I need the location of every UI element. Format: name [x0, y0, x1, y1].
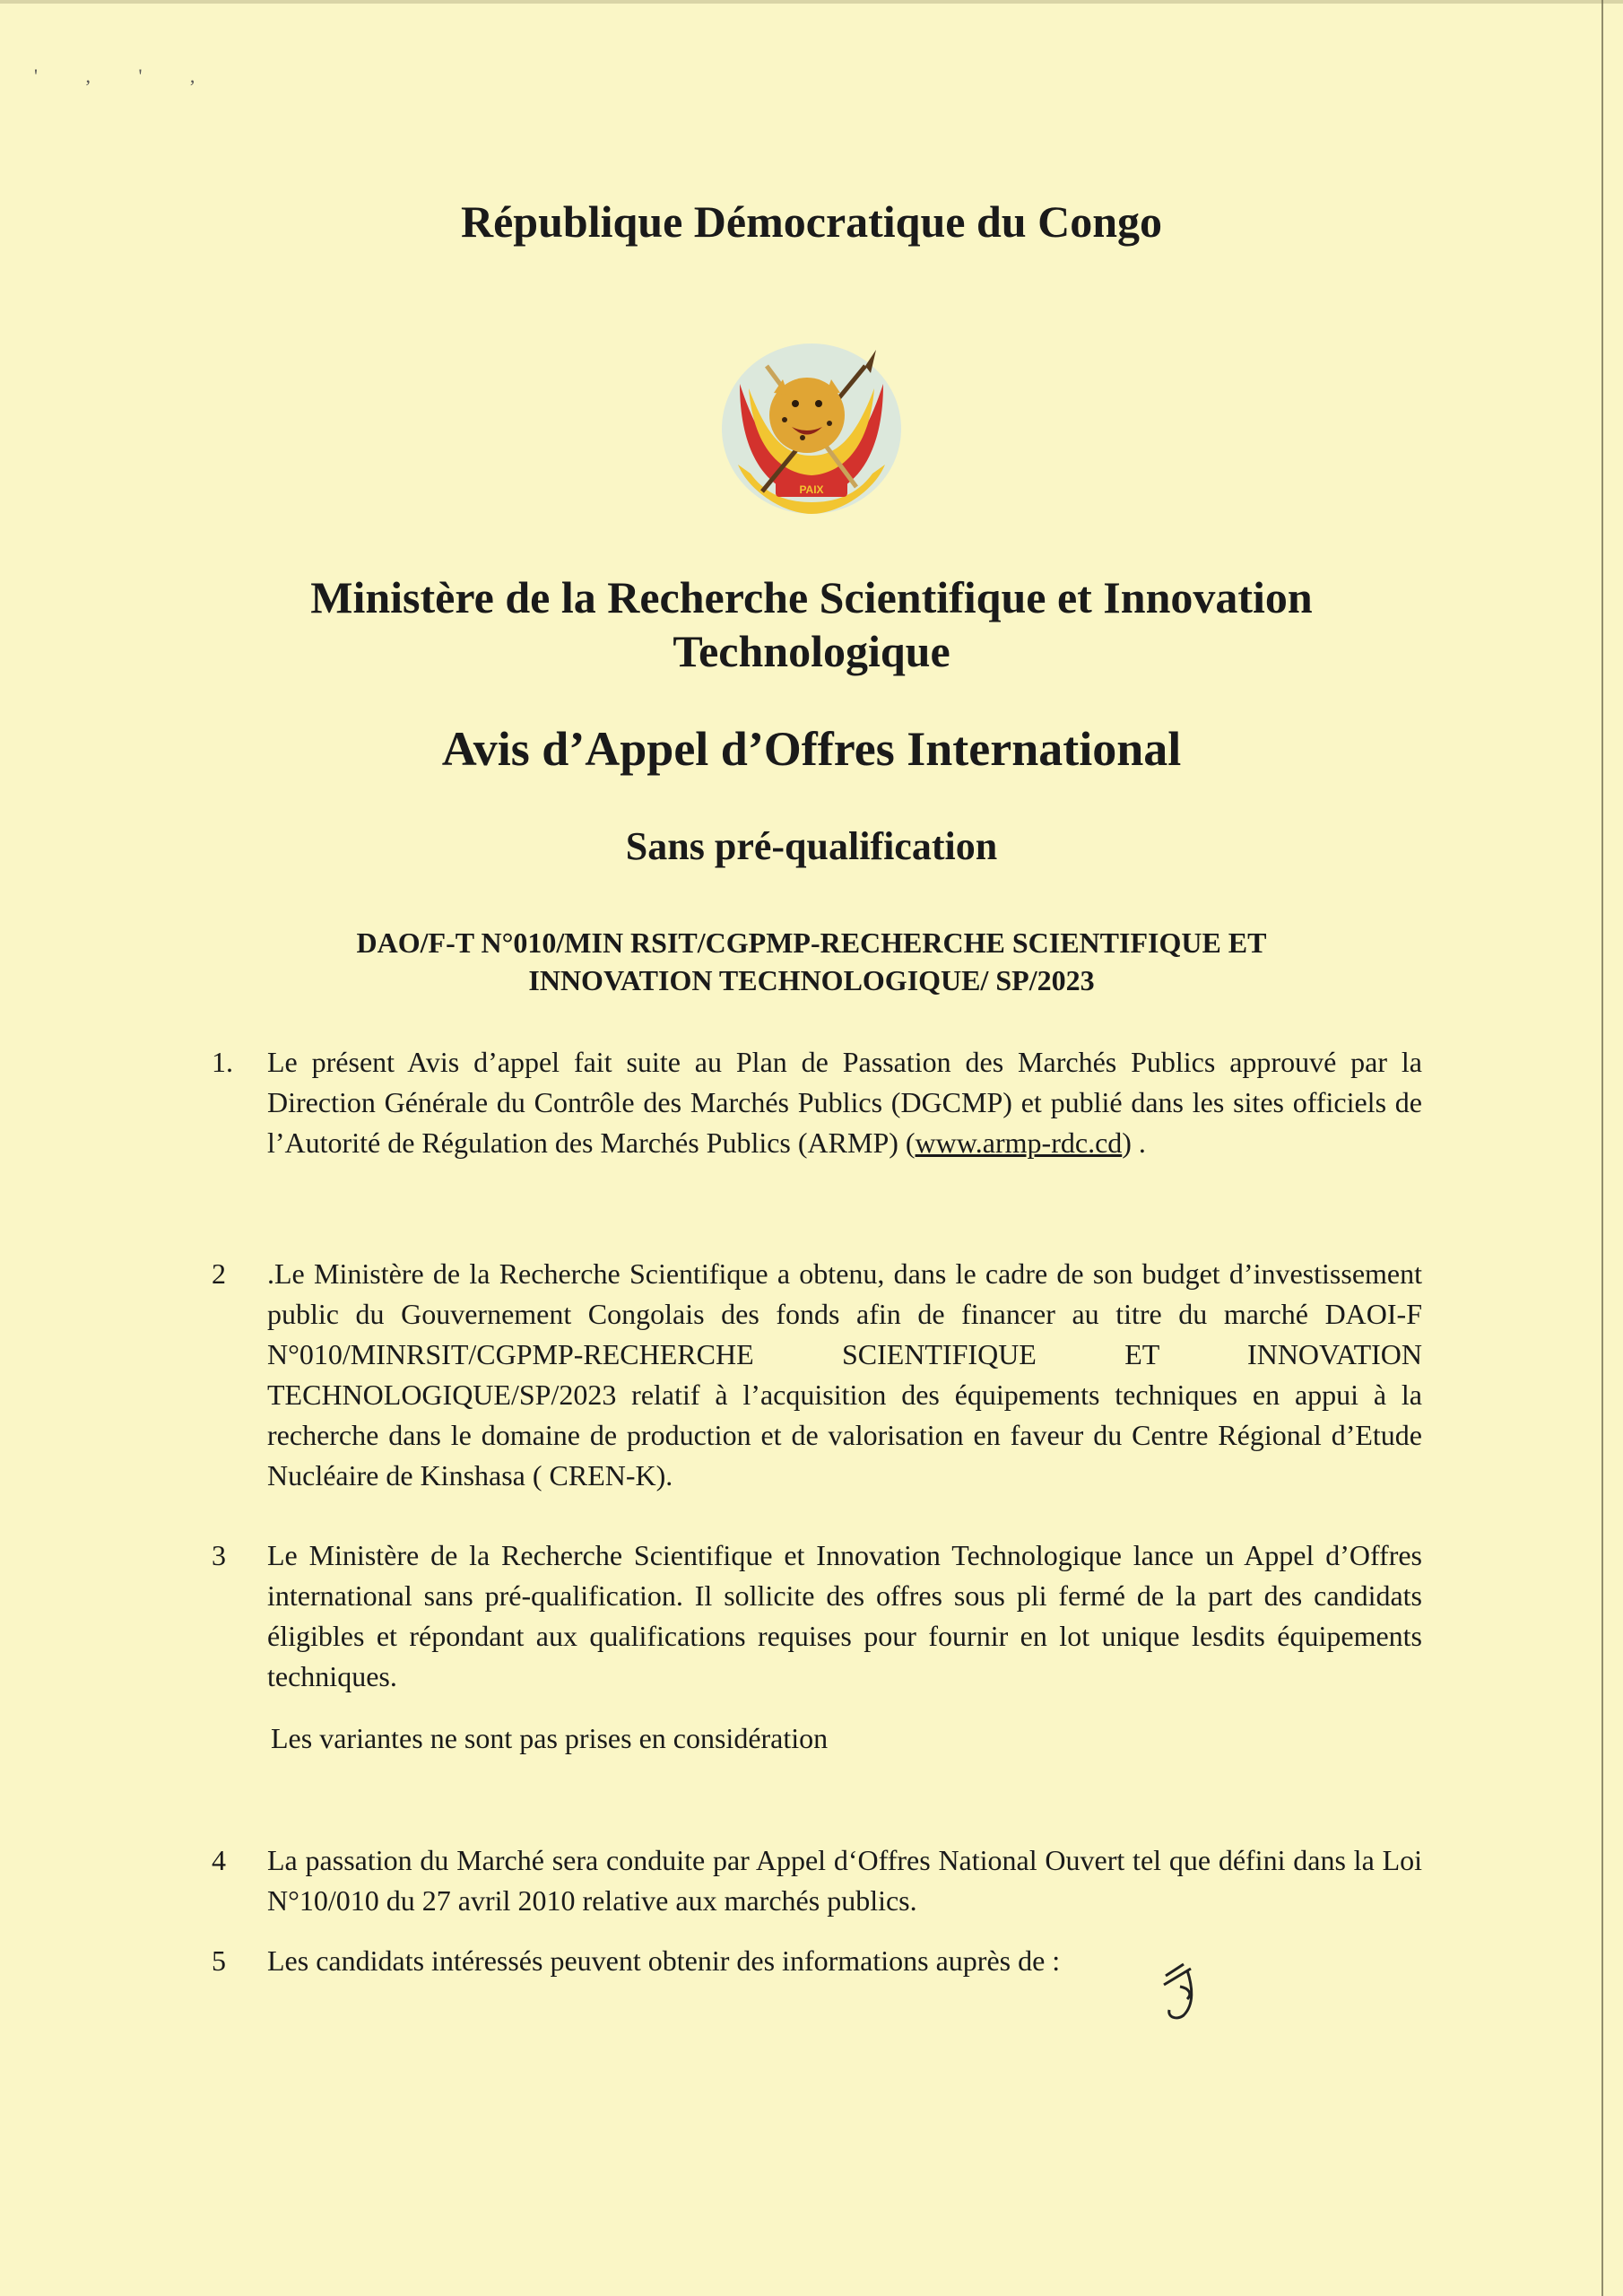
paragraph-text: .Le Ministère de la Recherche Scientifique a obtenu, dans le cadre de son budget d’investissement public du Gouvernement Congolais des fonds afin de financer au titre du marché DAOI-F N°010/MINRSIT/CGPMP-RECHERCHE SCIENTIFIQUE ET INNOVATION TECHNOLOGIQUE/SP/2023 relatif à l’acquisition des équipements techniques en appui à la recherche dans le domaine de production et de valorisation en faveur du Centre Régional d’Etude Nucléaire de Kinshasa ( CREN-K).: [267, 1257, 1422, 1492]
paragraph-text: La passation du Marché sera conduite par Appel d‘Offres National Ouvert tel que défini dans la Loi N°10/010 du 27 avril 2010 relative aux marchés publics.: [267, 1844, 1422, 1917]
ministry-title: [0, 570, 1623, 678]
paragraph-2: [212, 1254, 1422, 1496]
emblem-motto: PAIX: [799, 483, 824, 496]
country-title: République Démocratique du Congo: [460, 196, 1163, 247]
paragraph-number: 4: [212, 1844, 226, 1876]
paragraph-text-part: ) .: [1122, 1126, 1146, 1159]
handwritten-initials-icon: [1157, 1960, 1211, 2022]
page-right-edge: [1601, 0, 1603, 2296]
page-top-edge: [0, 0, 1623, 4]
paragraph-text: [267, 1042, 1422, 1163]
scan-specks: ' , ' ,: [34, 65, 217, 87]
reference-line1: DAO/F-T N°010/MIN RSIT/CGPMP-RECHERCHE SCIENTIFIQUE ET: [356, 926, 1267, 959]
paragraph-number: 1.: [212, 1046, 233, 1078]
ministry-title-line1: Ministère de la Recherche Scientifique et Innovation: [310, 572, 1313, 622]
notice-subtitle: Sans pré-qualification: [625, 824, 998, 868]
reference-line2: INNOVATION TECHNOLOGIQUE/ SP/2023: [528, 964, 1095, 996]
ministry-title-line2: Technologique: [673, 626, 950, 676]
paragraph-1: [212, 1042, 1422, 1163]
variantes-note: Les variantes ne sont pas prises en considération: [271, 1722, 829, 1754]
coat-of-arms-leopard-icon: [713, 330, 910, 518]
paragraph-text: Les candidats intéressés peuvent obtenir des informations auprès de :: [267, 1944, 1061, 1977]
paragraph-number: 5: [212, 1944, 226, 1977]
notice-title: Avis d’Appel d’Offres International: [441, 722, 1182, 776]
armp-website-link[interactable]: www.armp-rdc.cd: [915, 1126, 1123, 1159]
paragraph-text: Le Ministère de la Recherche Scientifique et Innovation Technologique lance un Appel d’Offres international sans pré-qualification. Il sollicite des offres sous pli fermé de la part des candidats éligibles et répondant aux qualifications requises pour fournir en lot unique lesdits équipements techniques.: [267, 1539, 1422, 1692]
paragraph-number: 3: [212, 1539, 226, 1571]
paragraph-5: [212, 1941, 1422, 1981]
reference-number: [0, 924, 1623, 999]
paragraph-text-part: Le présent Avis d’appel fait suite au Plan de Passation des Marchés Publics approuvé par la Direction Générale du Contrôle des Marchés Publics (DGCMP) et publié dans les sites officiels de l’Autorité de Régulation des Marchés Publics (ARMP) (: [267, 1046, 1422, 1159]
paragraph-4: [212, 1840, 1422, 1921]
paragraph-3: [212, 1535, 1422, 1697]
paragraph-number: 2: [212, 1257, 226, 1290]
